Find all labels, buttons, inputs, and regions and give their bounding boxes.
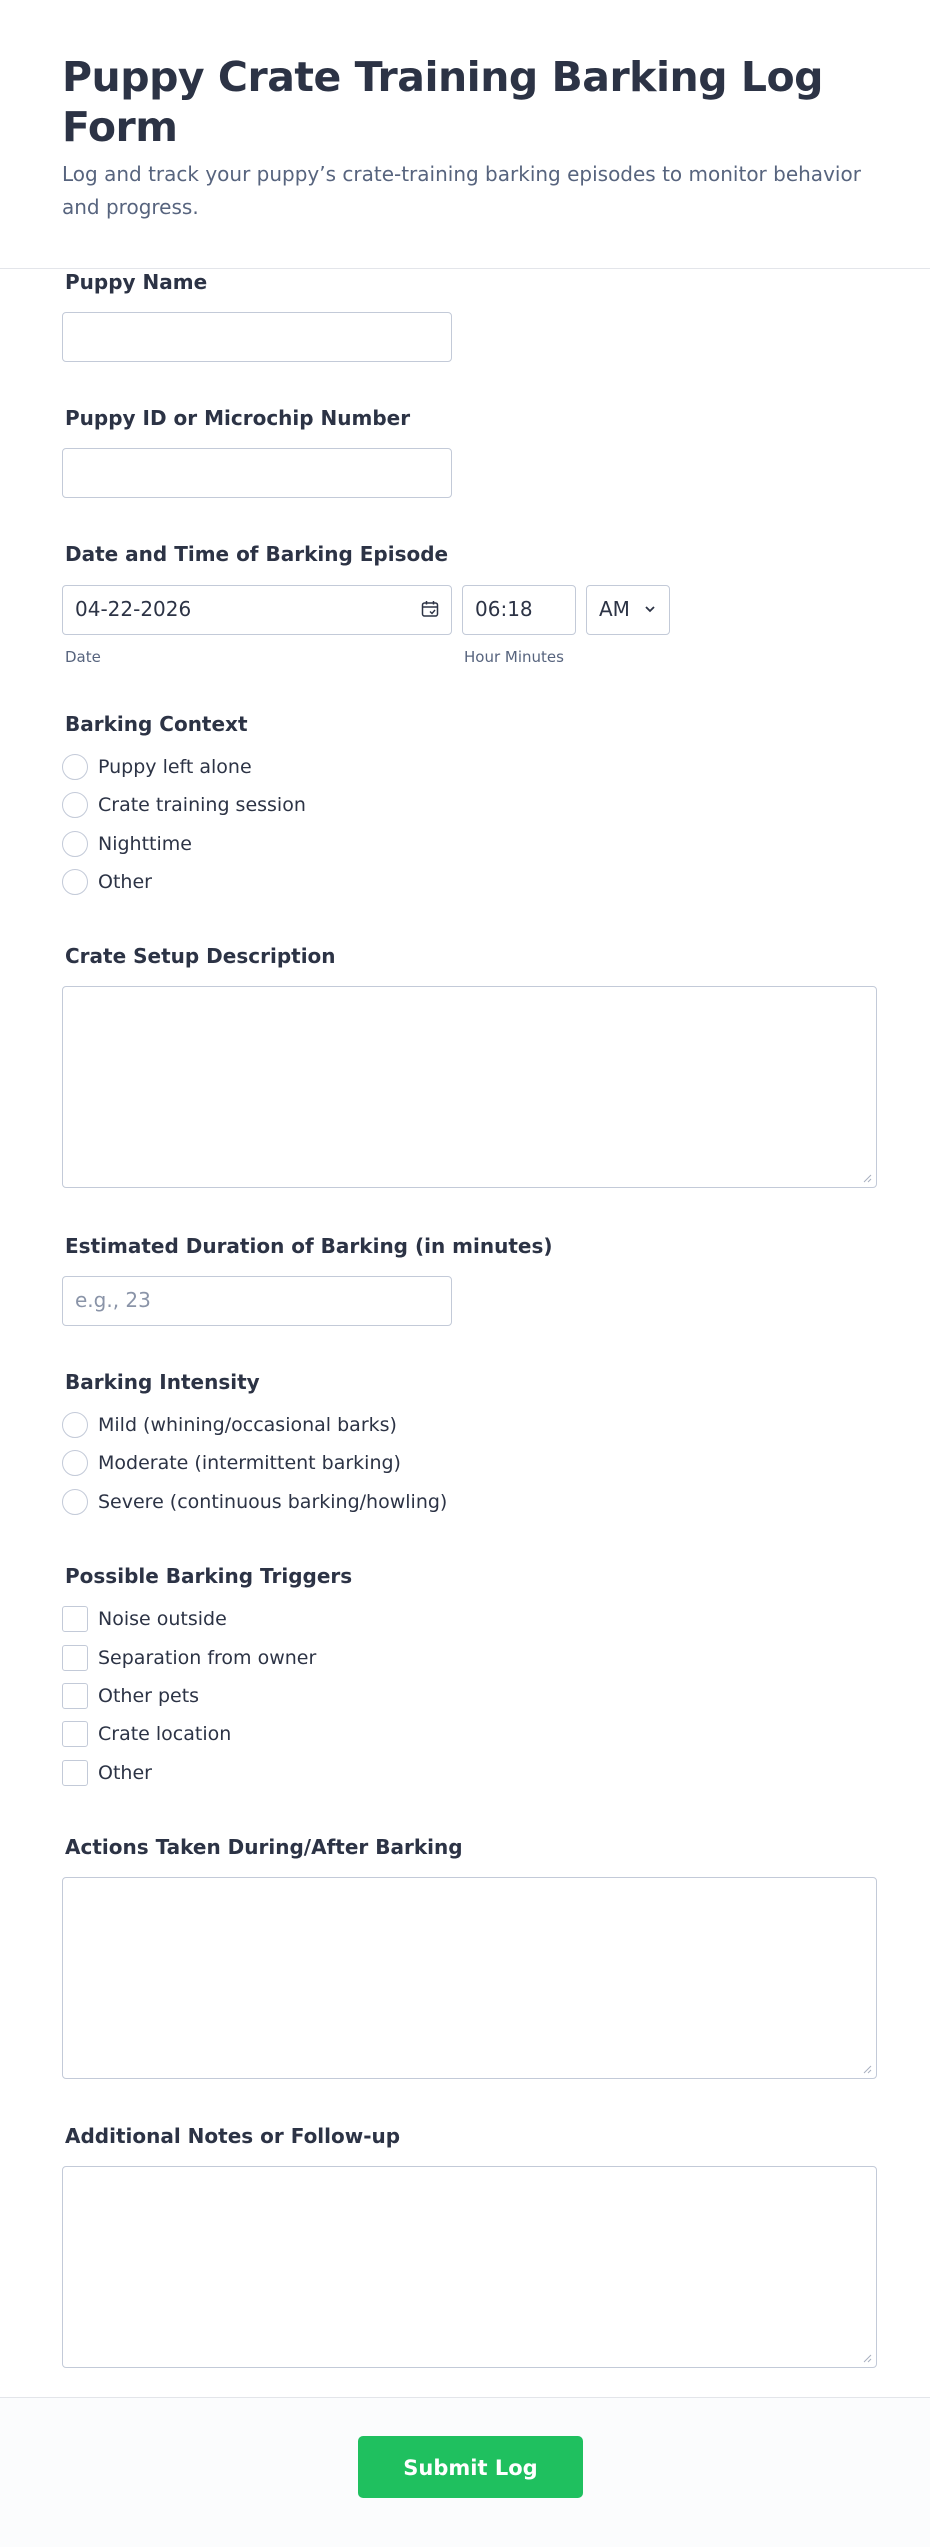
checkbox-option[interactable] — [62, 1644, 316, 1672]
checkbox-label: Separation from owner — [98, 1647, 317, 1669]
checkbox-option[interactable] — [62, 1759, 152, 1787]
date-sublabel: Date — [65, 648, 101, 666]
radio-button[interactable] — [62, 1450, 88, 1476]
submit-button[interactable]: Submit Log — [358, 2436, 583, 2498]
actions-label: Actions Taken During/After Barking — [65, 1835, 463, 1859]
checkbox-option[interactable] — [62, 1682, 199, 1710]
radio-label: Crate training session — [98, 794, 306, 816]
radio-option[interactable] — [62, 830, 192, 858]
radio-button[interactable] — [62, 1412, 88, 1438]
radio-button[interactable] — [62, 869, 88, 895]
radio-button[interactable] — [62, 1489, 88, 1515]
checkbox-label: Other — [98, 1762, 152, 1784]
radio-label: Other — [98, 871, 152, 893]
ampm-value: AM — [599, 597, 630, 621]
intensity-label: Barking Intensity — [65, 1370, 260, 1394]
actions-textarea[interactable] — [62, 1877, 877, 2079]
checkbox-label: Noise outside — [98, 1608, 227, 1630]
date-input[interactable] — [62, 585, 452, 635]
crate-setup-label: Crate Setup Description — [65, 944, 336, 968]
time-sublabel: Hour Minutes — [464, 648, 564, 666]
checkbox[interactable] — [62, 1606, 88, 1632]
notes-label: Additional Notes or Follow-up — [65, 2124, 401, 2148]
checkbox-option[interactable] — [62, 1605, 227, 1633]
checkbox[interactable] — [62, 1683, 88, 1709]
checkbox[interactable] — [62, 1760, 88, 1786]
checkbox-label: Other pets — [98, 1685, 200, 1707]
radio-option[interactable] — [62, 1449, 401, 1477]
time-input[interactable]: 06:18 — [462, 585, 576, 635]
radio-button[interactable] — [62, 792, 88, 818]
barking-context-label: Barking Context — [65, 712, 248, 736]
duration-label: Estimated Duration of Barking (in minutes) — [65, 1234, 553, 1258]
radio-option[interactable] — [62, 1488, 447, 1516]
puppy-name-label: Puppy Name — [65, 270, 208, 294]
puppy-id-label: Puppy ID or Microchip Number — [65, 406, 411, 430]
form-header — [0, 0, 930, 269]
radio-label: Puppy left alone — [98, 756, 252, 778]
datetime-label: Date and Time of Barking Episode — [65, 542, 449, 566]
radio-label: Nighttime — [98, 833, 192, 855]
radio-button[interactable] — [62, 754, 88, 780]
crate-setup-textarea[interactable] — [62, 986, 877, 1188]
puppy-id-input[interactable] — [62, 448, 452, 498]
radio-option[interactable] — [62, 791, 306, 819]
radio-label: Mild (whining/occasional barks) — [98, 1414, 397, 1436]
resize-handle-icon[interactable] — [862, 2064, 872, 2074]
form-footer — [0, 2397, 930, 2547]
radio-option[interactable] — [62, 868, 152, 896]
chevron-down-icon — [643, 602, 657, 616]
page-subtitle: Log and track your puppy’s crate-training barking episodes to monitor behavior and progress. — [62, 162, 861, 219]
calendar-icon[interactable] — [421, 600, 439, 618]
checkbox[interactable] — [62, 1645, 88, 1671]
radio-button[interactable] — [62, 831, 88, 857]
date-value: 04-22-2026 — [75, 597, 192, 621]
page-title: Puppy Crate Training Barking Log Form — [62, 53, 823, 151]
duration-input[interactable]: e.g., 23 — [62, 1276, 452, 1326]
notes-textarea[interactable] — [62, 2166, 877, 2368]
radio-option[interactable] — [62, 753, 252, 781]
radio-label: Moderate (intermittent barking) — [98, 1452, 401, 1474]
resize-handle-icon[interactable] — [862, 1173, 872, 1183]
ampm-select[interactable] — [586, 585, 670, 635]
checkbox[interactable] — [62, 1721, 88, 1747]
radio-option[interactable] — [62, 1411, 397, 1439]
radio-label: Severe (continuous barking/howling) — [98, 1491, 448, 1513]
checkbox-label: Crate location — [98, 1723, 232, 1745]
puppy-name-input[interactable] — [62, 312, 452, 362]
resize-handle-icon[interactable] — [862, 2353, 872, 2363]
triggers-label: Possible Barking Triggers — [65, 1564, 353, 1588]
checkbox-option[interactable] — [62, 1720, 231, 1748]
